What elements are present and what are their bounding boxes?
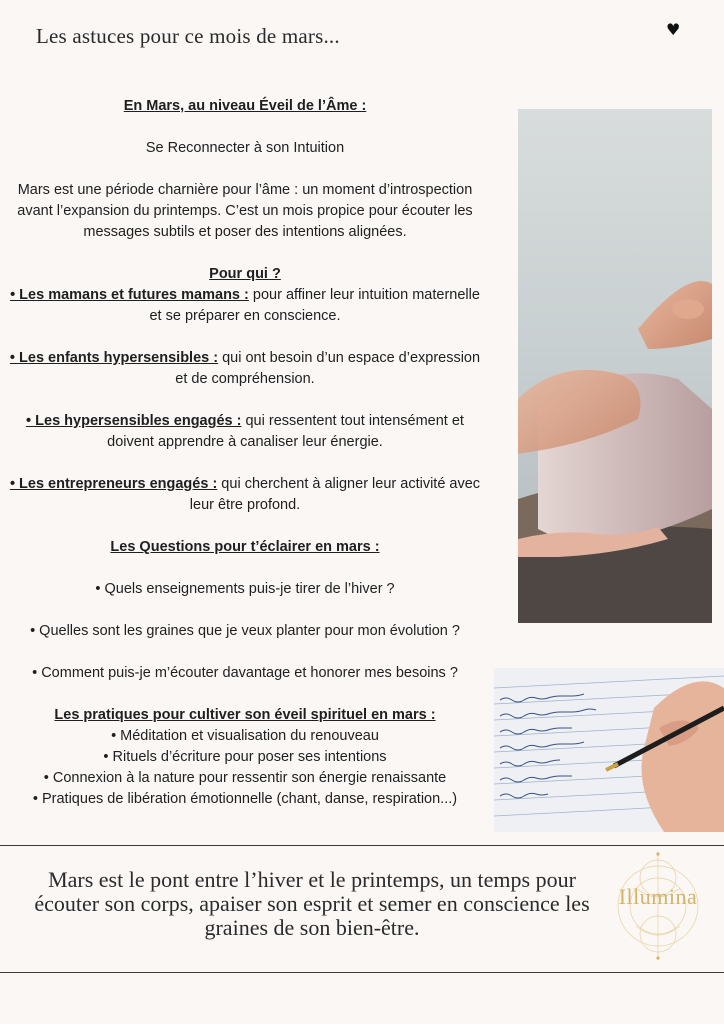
practice-item: • Rituels d’écriture pour poser ses intentions xyxy=(103,749,387,765)
practices-heading: Les pratiques pour cultiver son éveil spirituel en mars : xyxy=(54,707,436,723)
questions-heading: Les Questions pour t’éclairer en mars : xyxy=(110,539,380,555)
audience-heading: Pour qui ? xyxy=(209,266,281,282)
audience-item xyxy=(8,348,482,390)
section-title: En Mars, au niveau Éveil de l’Âme : xyxy=(123,98,367,114)
question-item: • Comment puis-je m’écouter davantage et honorer mes besoins ? xyxy=(32,665,458,681)
question-item: • Quelles sont les graines que je veux planter pour mon évolution ? xyxy=(30,623,460,639)
audience-text: pour affiner leur intuition maternelle et se préparer en conscience. xyxy=(149,287,480,324)
page-title: Les astuces pour ce mois de mars... xyxy=(36,24,340,48)
practice-item: • Pratiques de libération émotionnelle (chant, danse, respiration...) xyxy=(32,791,458,807)
audience-label: • Les enfants hypersensibles : xyxy=(9,350,219,366)
question-item: • Quels enseignements puis-je tirer de l’hiver ? xyxy=(95,581,395,597)
intro-paragraph: Mars est une période charnière pour l’âme : un moment d’introspection avant l’expansion du printemps. C’est un mois propice pour écouter les messages subtils et poser des intentions alignées. xyxy=(17,182,473,240)
audience-label: • Les hypersensibles engagés : xyxy=(26,413,242,429)
divider-top xyxy=(0,845,724,846)
writing-photo xyxy=(494,668,724,832)
audience-item xyxy=(8,474,482,516)
heart-icon: ♥ xyxy=(666,20,681,39)
main-content xyxy=(8,96,482,810)
audience-text: qui ressentent tout intensément et doivent apprendre à canaliser leur énergie. xyxy=(107,413,464,450)
subtitle: Se Reconnecter à son Intuition xyxy=(145,140,345,156)
illumina-logo xyxy=(606,848,710,964)
audience-text: qui cherchent à aligner leur activité avec leur être profond. xyxy=(189,476,481,513)
practice-item: • Connexion à la nature pour ressentir son énergie renaissante xyxy=(43,770,447,786)
practice-item: • Méditation et visualisation du renouveau xyxy=(111,728,379,744)
audience-item xyxy=(8,285,482,327)
logo-text: Illumina xyxy=(618,884,698,909)
meditation-photo xyxy=(518,109,712,623)
audience-text: qui ont besoin d’un espace d’expression et de compréhension. xyxy=(175,350,481,387)
closing-quote: Mars est le pont entre l’hiver et le printemps, un temps pour écouter son corps, apaiser son esprit et semer en conscience les graines de son bien-être. xyxy=(34,867,590,940)
audience-item xyxy=(8,411,482,453)
audience-label: • Les entrepreneurs engagés : xyxy=(9,476,218,492)
divider-bottom xyxy=(0,972,724,973)
audience-label: • Les mamans et futures mamans : xyxy=(10,287,249,303)
